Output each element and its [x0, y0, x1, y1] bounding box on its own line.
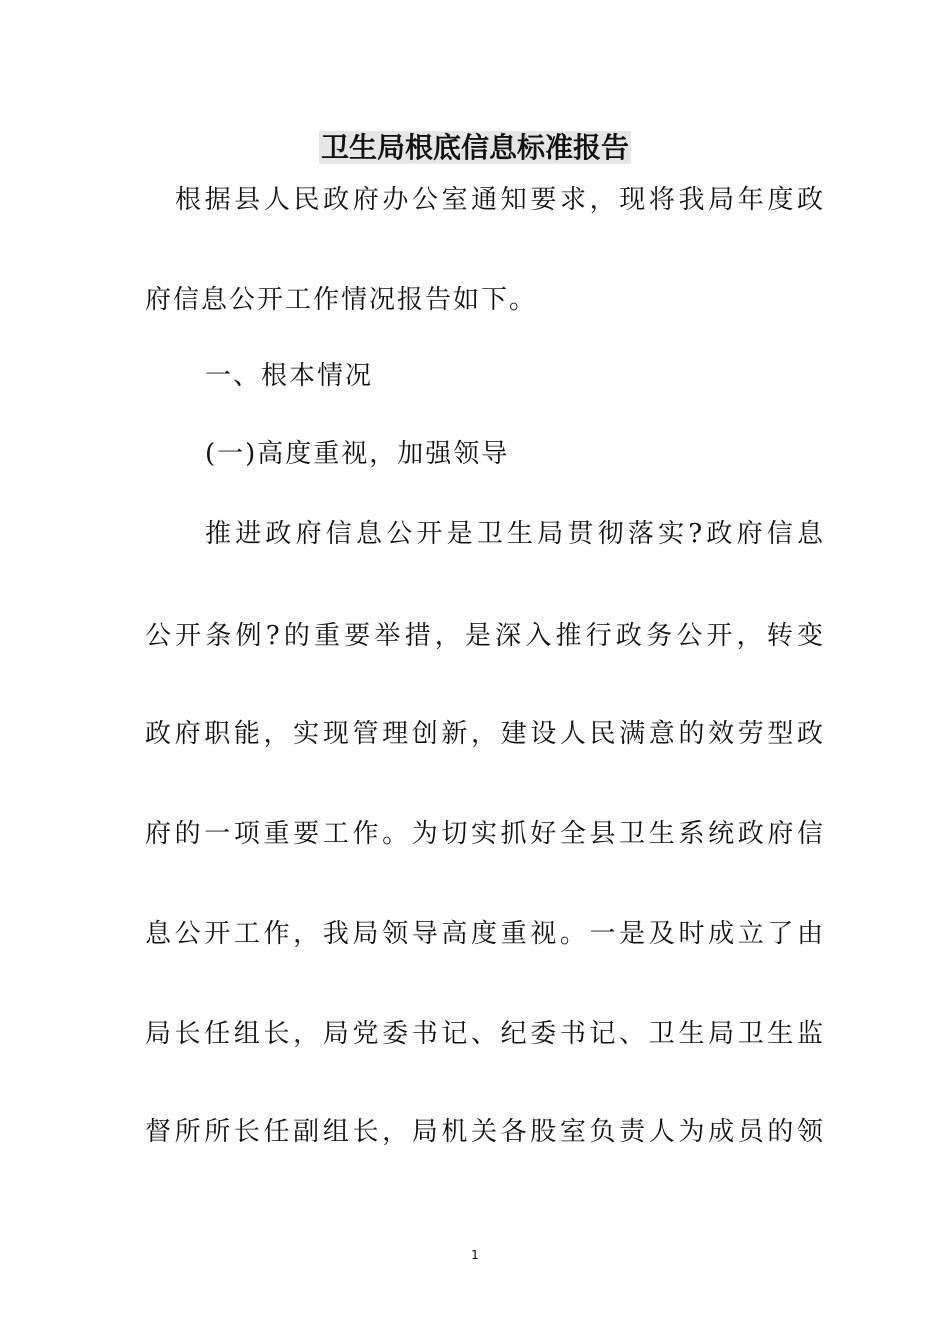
paragraph-line-6: 公开条例?的重要举措，是深入推行政务公开，转变 [145, 621, 825, 651]
paragraph-line-8: 府的一项重要工作。为切实抓好全县卫生系统政府信 [145, 819, 825, 849]
paragraph-line-7: 政府职能，实现管理创新，建设人民满意的效劳型政 [145, 719, 825, 749]
paragraph-line-9: 息公开工作，我局领导高度重视。一是及时成立了由 [145, 919, 825, 949]
document-title-text: 卫生局根底信息标准报告 [320, 131, 629, 164]
section-heading: 一、根本情况 [205, 361, 374, 391]
page-number: 1 [471, 1248, 479, 1262]
subsection-heading: (一)高度重视，加强领导 [205, 439, 510, 469]
document-title [0, 128, 950, 168]
paragraph-line-2: 府信息公开工作情况报告如下。 [145, 285, 538, 315]
paragraph-line-11: 督所所长任副组长，局机关各股室负责人为成员的领 [145, 1117, 825, 1147]
paragraph-line-10: 局长任组长，局党委书记、纪委书记、卫生局卫生监 [145, 1019, 825, 1049]
paragraph-line-1: 根据县人民政府办公室通知要求，现将我局年度政 [175, 185, 825, 215]
paragraph-line-5: 推进政府信息公开是卫生局贯彻落实?政府信息 [205, 519, 825, 549]
